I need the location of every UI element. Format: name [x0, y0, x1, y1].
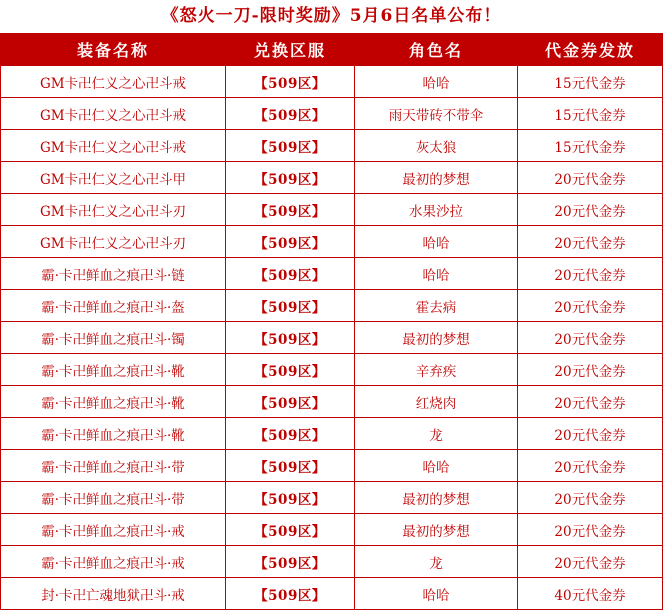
cell-voucher: 20元代金券 [518, 162, 663, 194]
cell-server: 【509区】 [226, 194, 355, 226]
cell-role-name: 最初的梦想 [355, 322, 518, 354]
cell-voucher: 20元代金券 [518, 194, 663, 226]
cell-role-name: 最初的梦想 [355, 514, 518, 546]
cell-item-name: GM卡卍仁义之心卍斗戒 [1, 66, 226, 98]
table-row [1, 418, 663, 450]
cell-item-name: GM卡卍仁义之心卍斗刃 [1, 226, 226, 258]
cell-item-name: GM卡卍仁义之心卍斗戒 [1, 98, 226, 130]
cell-item-name: 霸·卡卍鲜血之痕卍斗·镯 [1, 322, 226, 354]
table-row [1, 482, 663, 514]
cell-voucher: 20元代金券 [518, 226, 663, 258]
cell-server: 【509区】 [226, 98, 355, 130]
table-row [1, 194, 663, 226]
cell-item-name: 霸·卡卍鲜血之痕卍斗·带 [1, 482, 226, 514]
table-body [1, 66, 663, 610]
cell-server: 【509区】 [226, 162, 355, 194]
table-row [1, 66, 663, 98]
cell-item-name: 霸·卡卍鲜血之痕卍斗·靴 [1, 418, 226, 450]
cell-role-name: 红烧肉 [355, 386, 518, 418]
cell-role-name: 辛弃疾 [355, 354, 518, 386]
table-row [1, 354, 663, 386]
cell-item-name: 封·卡卍亡魂地狱卍斗·戒 [1, 578, 226, 610]
table-row [1, 258, 663, 290]
table-row [1, 578, 663, 610]
cell-server: 【509区】 [226, 66, 355, 98]
cell-role-name: 灰太狼 [355, 130, 518, 162]
cell-item-name: GM卡卍仁义之心卍斗刃 [1, 194, 226, 226]
cell-role-name: 哈哈 [355, 66, 518, 98]
cell-role-name: 水果沙拉 [355, 194, 518, 226]
cell-voucher: 15元代金券 [518, 98, 663, 130]
cell-role-name: 最初的梦想 [355, 162, 518, 194]
page-title: 《怒火一刀-限时奖励》5月6日名单公布！ [161, 6, 502, 26]
cell-voucher: 15元代金券 [518, 130, 663, 162]
table-row [1, 226, 663, 258]
cell-role-name: 哈哈 [355, 258, 518, 290]
cell-item-name: 霸·卡卍鲜血之痕卍斗·靴 [1, 354, 226, 386]
cell-role-name: 最初的梦想 [355, 482, 518, 514]
table-row [1, 162, 663, 194]
table-row [1, 322, 663, 354]
cell-item-name: 霸·卡卍鲜血之痕卍斗·戒 [1, 514, 226, 546]
cell-server: 【509区】 [226, 130, 355, 162]
cell-server: 【509区】 [226, 514, 355, 546]
cell-voucher: 20元代金券 [518, 386, 663, 418]
header-voucher: 代金券发放 [518, 34, 663, 66]
table-row [1, 514, 663, 546]
table-row [1, 386, 663, 418]
cell-item-name: 霸·卡卍鲜血之痕卍斗·链 [1, 258, 226, 290]
cell-role-name: 哈哈 [355, 226, 518, 258]
table-row [1, 290, 663, 322]
cell-voucher: 20元代金券 [518, 290, 663, 322]
cell-voucher: 20元代金券 [518, 514, 663, 546]
header-server: 兑换区服 [226, 34, 355, 66]
table-row [1, 546, 663, 578]
cell-server: 【509区】 [226, 578, 355, 610]
cell-server: 【509区】 [226, 290, 355, 322]
cell-item-name: 霸·卡卍鲜血之痕卍斗·盔 [1, 290, 226, 322]
header-role-name: 角色名 [355, 34, 518, 66]
cell-voucher: 20元代金券 [518, 258, 663, 290]
cell-voucher: 20元代金券 [518, 482, 663, 514]
cell-voucher: 40元代金券 [518, 578, 663, 610]
cell-server: 【509区】 [226, 354, 355, 386]
cell-item-name: 霸·卡卍鲜血之痕卍斗·戒 [1, 546, 226, 578]
cell-server: 【509区】 [226, 546, 355, 578]
cell-server: 【509区】 [226, 386, 355, 418]
cell-voucher: 20元代金券 [518, 322, 663, 354]
cell-role-name: 哈哈 [355, 450, 518, 482]
header-item-name: 装备名称 [1, 34, 226, 66]
cell-item-name: GM卡卍仁义之心卍斗戒 [1, 130, 226, 162]
cell-item-name: 霸·卡卍鲜血之痕卍斗·靴 [1, 386, 226, 418]
cell-server: 【509区】 [226, 450, 355, 482]
cell-server: 【509区】 [226, 258, 355, 290]
cell-voucher: 20元代金券 [518, 450, 663, 482]
cell-voucher: 15元代金券 [518, 66, 663, 98]
table-header-row [1, 34, 663, 66]
table-row [1, 130, 663, 162]
winners-table [0, 33, 663, 610]
cell-voucher: 20元代金券 [518, 546, 663, 578]
table-row [1, 450, 663, 482]
cell-server: 【509区】 [226, 418, 355, 450]
cell-role-name: 雨天带砖不带伞 [355, 98, 518, 130]
table-row [1, 98, 663, 130]
cell-server: 【509区】 [226, 226, 355, 258]
cell-role-name: 霍去病 [355, 290, 518, 322]
cell-item-name: 霸·卡卍鲜血之痕卍斗·带 [1, 450, 226, 482]
cell-server: 【509区】 [226, 322, 355, 354]
cell-item-name: GM卡卍仁义之心卍斗甲 [1, 162, 226, 194]
cell-role-name: 哈哈 [355, 578, 518, 610]
cell-voucher: 20元代金券 [518, 354, 663, 386]
cell-role-name: 龙 [355, 418, 518, 450]
cell-server: 【509区】 [226, 482, 355, 514]
cell-voucher: 20元代金券 [518, 418, 663, 450]
cell-role-name: 龙 [355, 546, 518, 578]
